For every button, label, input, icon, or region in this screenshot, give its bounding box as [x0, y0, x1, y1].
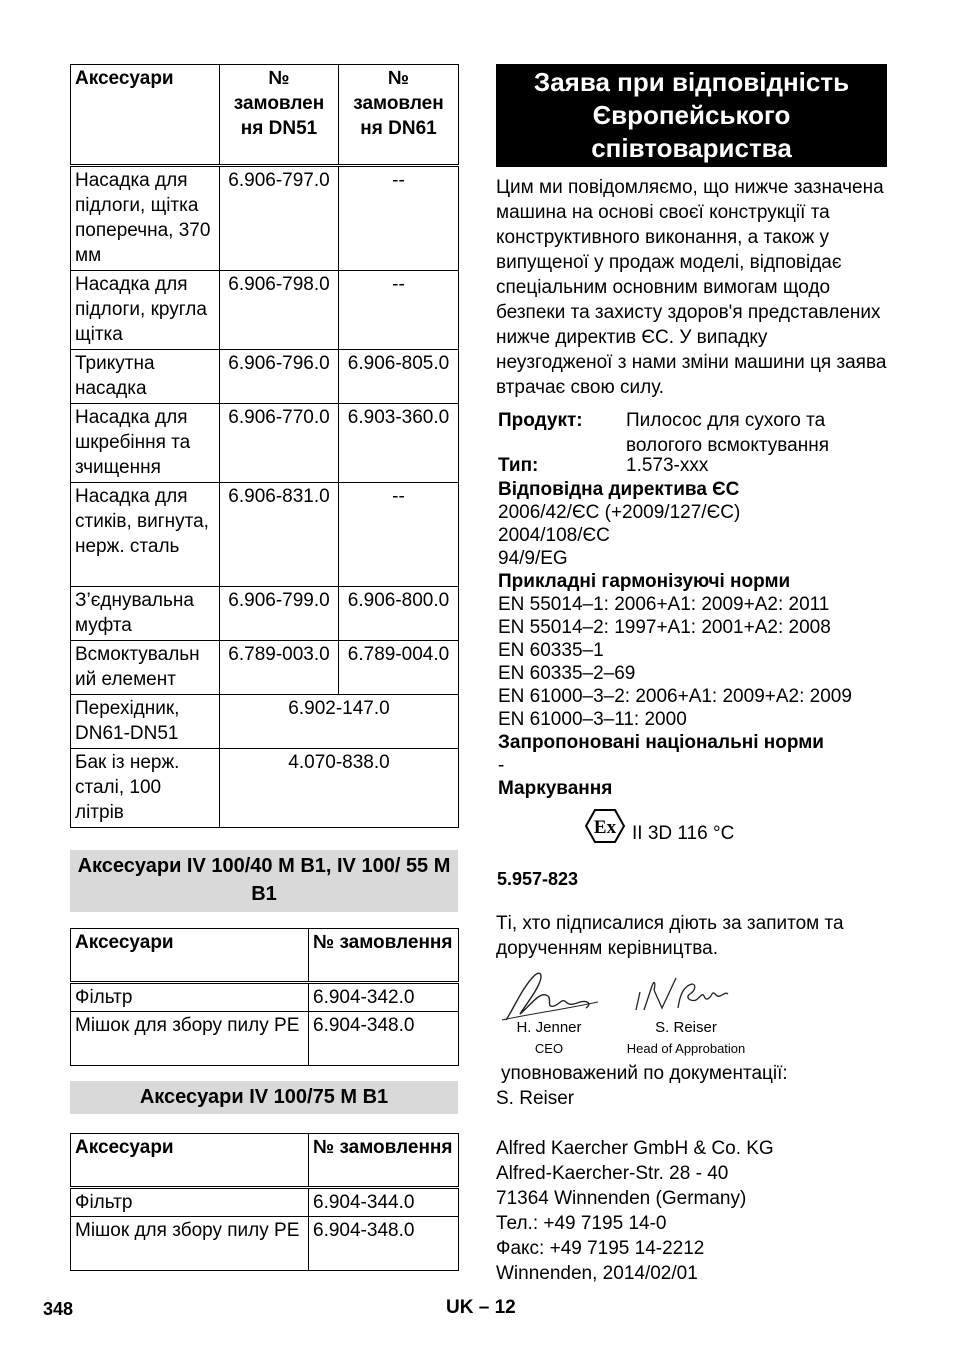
table-row	[71, 1188, 459, 1217]
norm-item: EN 60335–1	[498, 640, 604, 661]
cell-item: Фільтр	[71, 1188, 309, 1217]
accessories-table-3	[70, 1133, 459, 1271]
directive-item: 94/9/EG	[498, 548, 568, 569]
table-row	[71, 350, 459, 404]
signature-reiser	[632, 972, 732, 1016]
table-row	[71, 483, 459, 587]
declaration-title-text: Заява при відповідність Європейського співтовариства	[533, 67, 850, 163]
cell-dn51: 6.906-799.0	[220, 587, 339, 641]
cell-item: Фільтр	[71, 983, 309, 1012]
directive-item: 2006/42/ЄС (+2009/127/ЄС)	[498, 502, 741, 523]
table-header-row	[71, 65, 459, 166]
signer-title: CEO	[534, 1041, 564, 1056]
norm-item: EN 61000–3–2: 2006+A1: 2009+A2: 2009	[498, 686, 852, 707]
cell-order-number: 6.904-348.0	[309, 1217, 459, 1271]
address-line: Тел.: +49 7195 14-0	[496, 1213, 667, 1234]
table-header-row	[71, 1134, 459, 1188]
section-heading: Аксесуари IV 100/75 M B1	[70, 1081, 458, 1114]
col-header-order-number: № замовлення	[309, 929, 459, 983]
col-header-accessories: Аксесуари	[71, 1134, 309, 1188]
declaration-intro: Цим ми повідомляємо, що нижче зазначена машина на основі своєї конструкції та конструктивного виконання, а також у випущеної у продаж моделі, відповідає спеціальним основним вимогам щодо безпеки та захисту здоров'я представлених нижче директив ЄС. У випадку неузгодженої з нами зміни машини ця заява втрачає свою силу.	[496, 177, 887, 398]
col-header-accessories: Аксесуари	[71, 929, 309, 983]
norm-item: EN 60335–2–69	[498, 663, 636, 684]
product-label: Продукт:	[498, 410, 583, 431]
product-value: Пилосос для сухого та вологого всмоктування	[626, 410, 830, 456]
cell-dn51: 6.906-770.0	[220, 404, 339, 483]
col-header-dn51: № замовлен ня DN51	[220, 65, 339, 166]
cell-dn61: 6.789-004.0	[339, 641, 459, 695]
table-row	[71, 1012, 459, 1066]
page-number: 348	[43, 1299, 74, 1319]
type-value: 1.573-xxx	[626, 455, 709, 476]
signature-jenner	[500, 968, 610, 1024]
signature-jenner-image	[500, 968, 610, 1024]
national-norms-value: -	[498, 755, 505, 776]
signer-2	[622, 1018, 750, 1058]
page-reference: UK – 12	[446, 1297, 516, 1318]
cell-both: 4.070-838.0	[220, 749, 459, 828]
signer-title: Head of Approbation	[626, 1041, 746, 1056]
accessories-table	[70, 64, 459, 828]
col-header-dn61: № замовлен ня DN61	[339, 65, 459, 166]
cell-dn61: 6.903-360.0	[339, 404, 459, 483]
norm-item: EN 61000–3–11: 2000	[498, 709, 687, 730]
table-row	[71, 587, 459, 641]
table-row	[71, 695, 459, 749]
cell-order-number: 6.904-344.0	[309, 1188, 459, 1217]
cell-item: Мішок для збору пилу PE	[71, 1012, 309, 1066]
cell-item: Бак із нерж. сталі, 100 літрів	[71, 749, 220, 828]
address-line: Alfred-Kaercher-Str. 28 - 40	[496, 1163, 729, 1184]
norm-item: EN 55014–1: 2006+A1: 2009+A2: 2011	[498, 594, 830, 615]
authorized-line-2: S. Reiser	[496, 1088, 575, 1109]
table-row	[71, 749, 459, 828]
cell-dn51: 6.906-796.0	[220, 350, 339, 404]
declaration-title	[496, 64, 887, 167]
table-row	[71, 271, 459, 350]
cell-dn61: 6.906-800.0	[339, 587, 459, 641]
cell-order-number: 6.904-348.0	[309, 1012, 459, 1066]
cell-dn51: 6.789-003.0	[220, 641, 339, 695]
cell-item: Насадка для шкребіння та зчищення	[71, 404, 220, 483]
table-header-row	[71, 929, 459, 983]
signers-note: Ті, хто підписалися діють за запитом та дорученням керівництва.	[496, 913, 844, 959]
cell-dn61: 6.906-805.0	[339, 350, 459, 404]
authorized-line-1: уповноважений по документації:	[501, 1063, 788, 1084]
cell-item: З’єднувальна муфта	[71, 587, 220, 641]
cell-dn61: --	[339, 166, 459, 271]
table-row	[71, 1217, 459, 1271]
authorized-person	[496, 1061, 888, 1111]
company-address	[496, 1136, 888, 1286]
cell-item: Всмоктувальн ий елемент	[71, 641, 220, 695]
ex-symbol-text: Ex	[593, 817, 617, 838]
directives-block	[498, 478, 888, 800]
cell-order-number: 6.904-342.0	[309, 983, 459, 1012]
table-row	[71, 404, 459, 483]
cell-both: 6.902-147.0	[220, 695, 459, 749]
marking-row	[585, 808, 785, 848]
signer-name: H. Jenner	[516, 1019, 582, 1036]
directives-label: Відповідна директива ЄС	[498, 479, 740, 500]
norm-item: EN 55014–2: 1997+A1: 2001+A2: 2008	[498, 617, 831, 638]
marking-label: Маркування	[498, 778, 613, 799]
cell-dn61: --	[339, 271, 459, 350]
cell-dn51: 6.906-797.0	[220, 166, 339, 271]
cell-item: Насадка для підлоги, кругла щітка	[71, 271, 220, 350]
address-line: Alfred Kaercher GmbH & Co. KG	[496, 1138, 774, 1159]
table-row	[71, 983, 459, 1012]
address-line: 71364 Winnenden (Germany)	[496, 1188, 747, 1209]
section-heading: Аксесуари IV 100/40 M B1, IV 100/ 55 M B1	[70, 850, 458, 912]
col-header-order-number: № замовлення	[309, 1134, 459, 1188]
cell-item: Насадка для стиків, вигнута, нерж. сталь	[71, 483, 220, 587]
signer-name: S. Reiser	[655, 1019, 717, 1036]
table-row	[71, 166, 459, 271]
address-line: Winnenden, 2014/02/01	[496, 1263, 698, 1284]
signature-reiser-image	[632, 972, 732, 1016]
cell-dn51: 6.906-831.0	[220, 483, 339, 587]
marking-value: II 3D 116 °C	[632, 823, 735, 844]
type-label: Тип:	[498, 455, 539, 476]
document-number: 5.957-823	[497, 869, 579, 889]
cell-dn61: --	[339, 483, 459, 587]
cell-item: Мішок для збору пилу PE	[71, 1217, 309, 1271]
accessories-table-2	[70, 928, 459, 1066]
cell-item: Перехідник, DN61-DN51	[71, 695, 220, 749]
national-norms-label: Запропоновані національні норми	[498, 732, 824, 753]
cell-item: Трикутна насадка	[71, 350, 220, 404]
col-header-accessories: Аксесуари	[71, 65, 220, 166]
norms-label: Прикладні гармонізуючі норми	[498, 571, 791, 592]
ex-hexagon-icon	[585, 808, 625, 844]
signer-1	[502, 1018, 596, 1058]
cell-item: Насадка для підлоги, щітка поперечна, 370 мм	[71, 166, 220, 271]
table-row	[71, 641, 459, 695]
cell-dn51: 6.906-798.0	[220, 271, 339, 350]
directive-item: 2004/108/ЄС	[498, 525, 610, 546]
address-line: Факс: +49 7195 14-2212	[496, 1238, 705, 1259]
